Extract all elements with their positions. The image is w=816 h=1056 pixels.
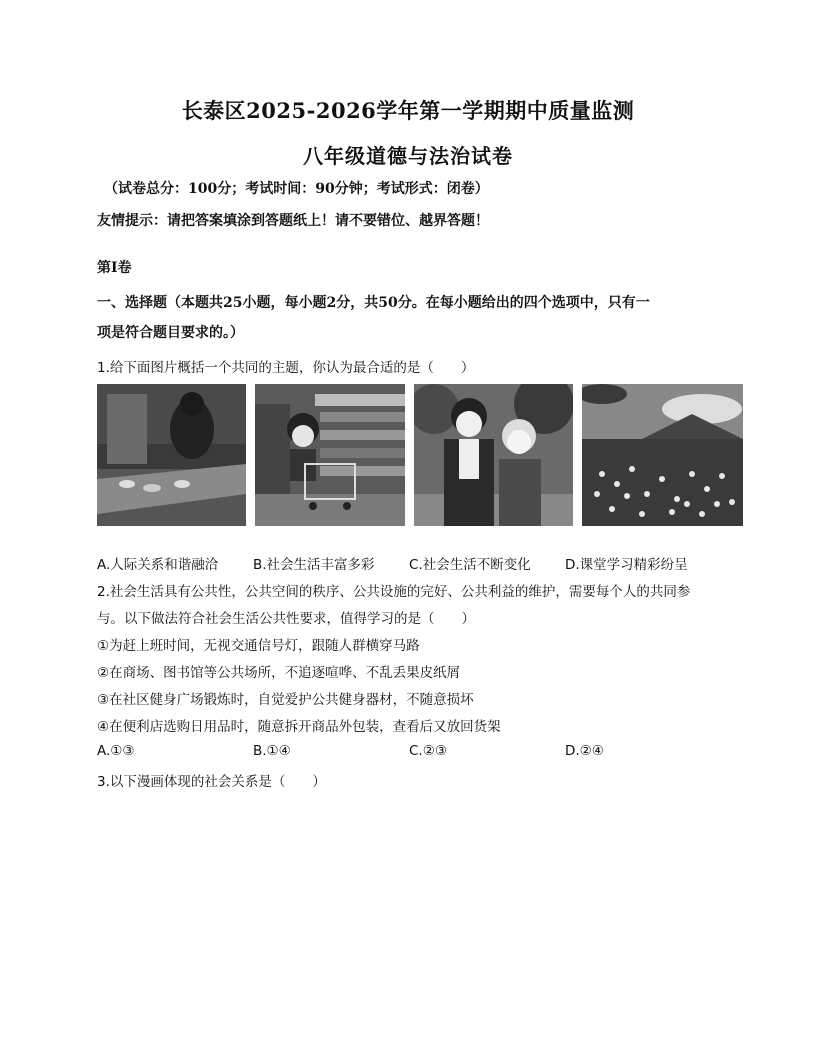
- exam-subtitle: 八年级道德与法治试卷: [303, 144, 513, 168]
- exam-title: 长泰区2025-2026学年第一学期期中质量监测: [181, 98, 635, 123]
- q3-stem: 3.以下漫画体现的社会关系是（ ）: [97, 774, 326, 790]
- q1-option-d[interactable]: D.课堂学习精彩纷呈: [565, 557, 688, 573]
- q2-option-c[interactable]: C.②③: [409, 743, 447, 759]
- volunteer-helping-elder-photo: [414, 384, 573, 526]
- q2-option-a[interactable]: A.①③: [97, 743, 135, 759]
- museum-exhibit-photo: [97, 384, 246, 526]
- friendly-tip: 友情提示：请把答案填涂到答题纸上！请不要错位、越界答题！: [97, 213, 489, 229]
- q2-stem-line2: 与。以下做法符合社会生活公共性要求，值得学习的是（ ）: [97, 611, 475, 627]
- q2-option-b[interactable]: B.①④: [253, 743, 291, 759]
- exam-info: （试卷总分：100分；考试时间：90分钟；考试形式：闭卷）: [104, 181, 489, 197]
- flower-garden-photo: [582, 384, 743, 526]
- part-heading: 第Ⅰ卷: [97, 260, 132, 276]
- section-instructions-line2: 项是符合题目要求的。）: [97, 325, 244, 341]
- q2-item-4: ④在便利店选购日用品时，随意拆开商品外包装，查看后又放回货架: [97, 719, 501, 735]
- supermarket-shopping-photo: [255, 384, 405, 526]
- section-instructions-line1: 一、选择题（本题共25小题，每小题2分，共50分。在每小题给出的四个选项中，只有一: [97, 295, 650, 311]
- q1-option-a[interactable]: A.人际关系和谐融洽: [97, 557, 219, 573]
- q2-item-3: ③在社区健身广场锻炼时，自觉爱护公共健身器材，不随意损坏: [97, 692, 474, 708]
- q2-stem-line1: 2.社会生活具有公共性，公共空间的秩序、公共设施的完好、公共利益的维护，需要每个人的共同参: [97, 584, 691, 600]
- q2-item-2: ②在商场、图书馆等公共场所，不追逐喧哗、不乱丢果皮纸屑: [97, 665, 461, 681]
- q1-stem: 1.给下面图片概括一个共同的主题，你认为最合适的是（ ）: [97, 360, 475, 376]
- q2-item-1: ①为赶上班时间，无视交通信号灯，跟随人群横穿马路: [97, 638, 420, 654]
- q1-option-b[interactable]: B.社会生活丰富多彩: [253, 557, 375, 573]
- q1-option-c[interactable]: C.社会生活不断变化: [409, 557, 531, 573]
- q2-option-d[interactable]: D.②④: [565, 743, 604, 759]
